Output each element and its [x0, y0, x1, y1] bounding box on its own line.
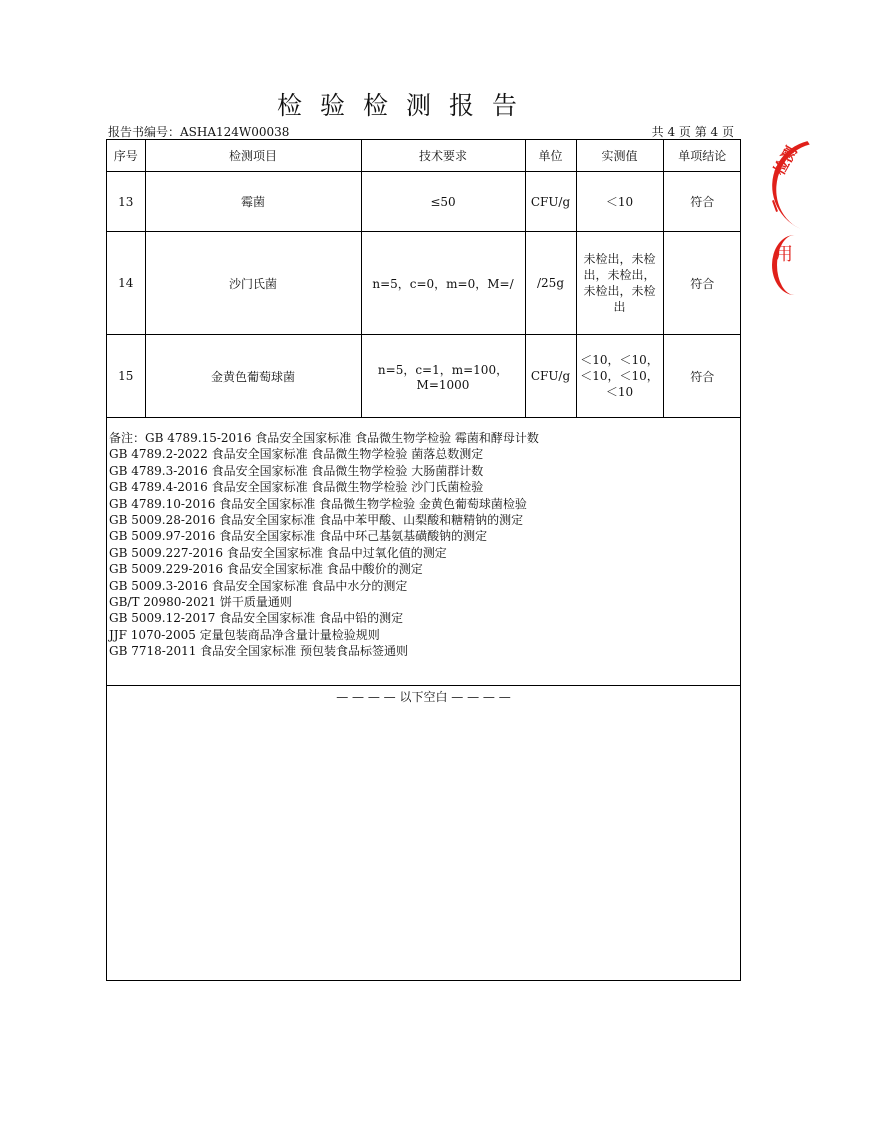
notes-section	[107, 418, 740, 686]
cell-actual: ＜10	[576, 172, 663, 232]
cell-conclusion: 符合	[663, 335, 741, 418]
note-line: GB 4789.10-2016 食品安全国家标准 食品微生物学检验 金黄色葡萄球菌检验	[109, 496, 527, 511]
col-header-no: 序号	[107, 140, 145, 172]
report-title: 检验检测报告	[276, 91, 535, 120]
cell-requirement: ≤50	[361, 172, 525, 232]
cell-actual: ＜10，＜10，＜10，＜10，＜10	[576, 335, 663, 418]
cell-requirement: n=5，c=1，m=100，M=1000	[361, 335, 525, 418]
report-number: 报告书编号：ASHA124W00038	[108, 125, 290, 139]
results-table	[107, 140, 741, 418]
col-header-item: 检测项目	[145, 140, 361, 172]
red-seal-stamp	[760, 130, 880, 300]
note-line: GB 4789.2-2022 食品安全国家标准 食品微生物学检验 菌落总数测定	[109, 447, 484, 462]
cell-requirement: n=5，c=0，m=0，M=/	[361, 232, 525, 335]
note-line: GB/T 20980-2021 饼干质量通则	[109, 595, 292, 610]
note-line: GB 4789.3-2016 食品安全国家标准 食品微生物学检验 大肠菌群计数	[109, 463, 484, 478]
note-line: GB 5009.229-2016 食品安全国家标准 食品中酸价的测定	[109, 562, 423, 577]
cell-unit: CFU/g	[525, 172, 576, 232]
cell-item: 金黄色葡萄球菌	[145, 335, 361, 418]
report-frame	[106, 139, 741, 981]
note-line: GB 5009.28-2016 食品安全国家标准 食品中苯甲酸、山梨酸和糖精钠的测定	[109, 513, 524, 528]
note-line: GB 4789.4-2016 食品安全国家标准 食品微生物学检验 沙门氏菌检验	[109, 480, 484, 495]
cell-actual: 未检出，未检出，未检出，未检出，未检出	[576, 232, 663, 335]
note-line: GB 5009.97-2016 食品安全国家标准 食品中环己基氨基磺酸钠的测定	[109, 529, 488, 544]
cell-conclusion: 符合	[663, 172, 741, 232]
table-row	[107, 335, 741, 418]
cell-no: 14	[107, 232, 145, 335]
seal-text-top: 检测	[770, 143, 801, 179]
page-info: 共 4 页 第 4 页	[651, 125, 734, 139]
seal-arc	[757, 124, 882, 248]
note-line: JJF 1070-2005 定量包装商品净含量计量检验规则	[109, 627, 380, 642]
cell-unit: /25g	[525, 232, 576, 335]
seal-text-bottom: 用	[775, 244, 793, 265]
note-line: GB 5009.12-2017 食品安全国家标准 食品中铅的测定	[109, 611, 404, 626]
cell-item: 沙门氏菌	[145, 232, 361, 335]
table-header-row	[107, 140, 741, 172]
note-line: GB 7718-2011 食品安全国家标准 预包装食品标签通则	[109, 644, 408, 659]
cell-conclusion: 符合	[663, 232, 741, 335]
cell-item: 霉菌	[145, 172, 361, 232]
cell-no: 15	[107, 335, 145, 418]
col-header-requirement: 技术要求	[361, 140, 525, 172]
note-line: 备注：GB 4789.15-2016 食品安全国家标准 食品微生物学检验 霉菌和酵母计数	[109, 431, 539, 445]
note-line: GB 5009.3-2016 食品安全国家标准 食品中水分的测定	[109, 578, 408, 593]
cell-unit: CFU/g	[525, 335, 576, 418]
note-line: GB 5009.227-2016 食品安全国家标准 食品中过氧化值的测定	[109, 545, 447, 560]
table-row	[107, 172, 741, 232]
col-header-actual: 实测值	[576, 140, 663, 172]
table-row	[107, 232, 741, 335]
col-header-conclusion: 单项结论	[663, 140, 741, 172]
col-header-unit: 单位	[525, 140, 576, 172]
blank-below-notice: — — — — 以下空白 — — — —	[336, 690, 511, 704]
cell-no: 13	[107, 172, 145, 232]
